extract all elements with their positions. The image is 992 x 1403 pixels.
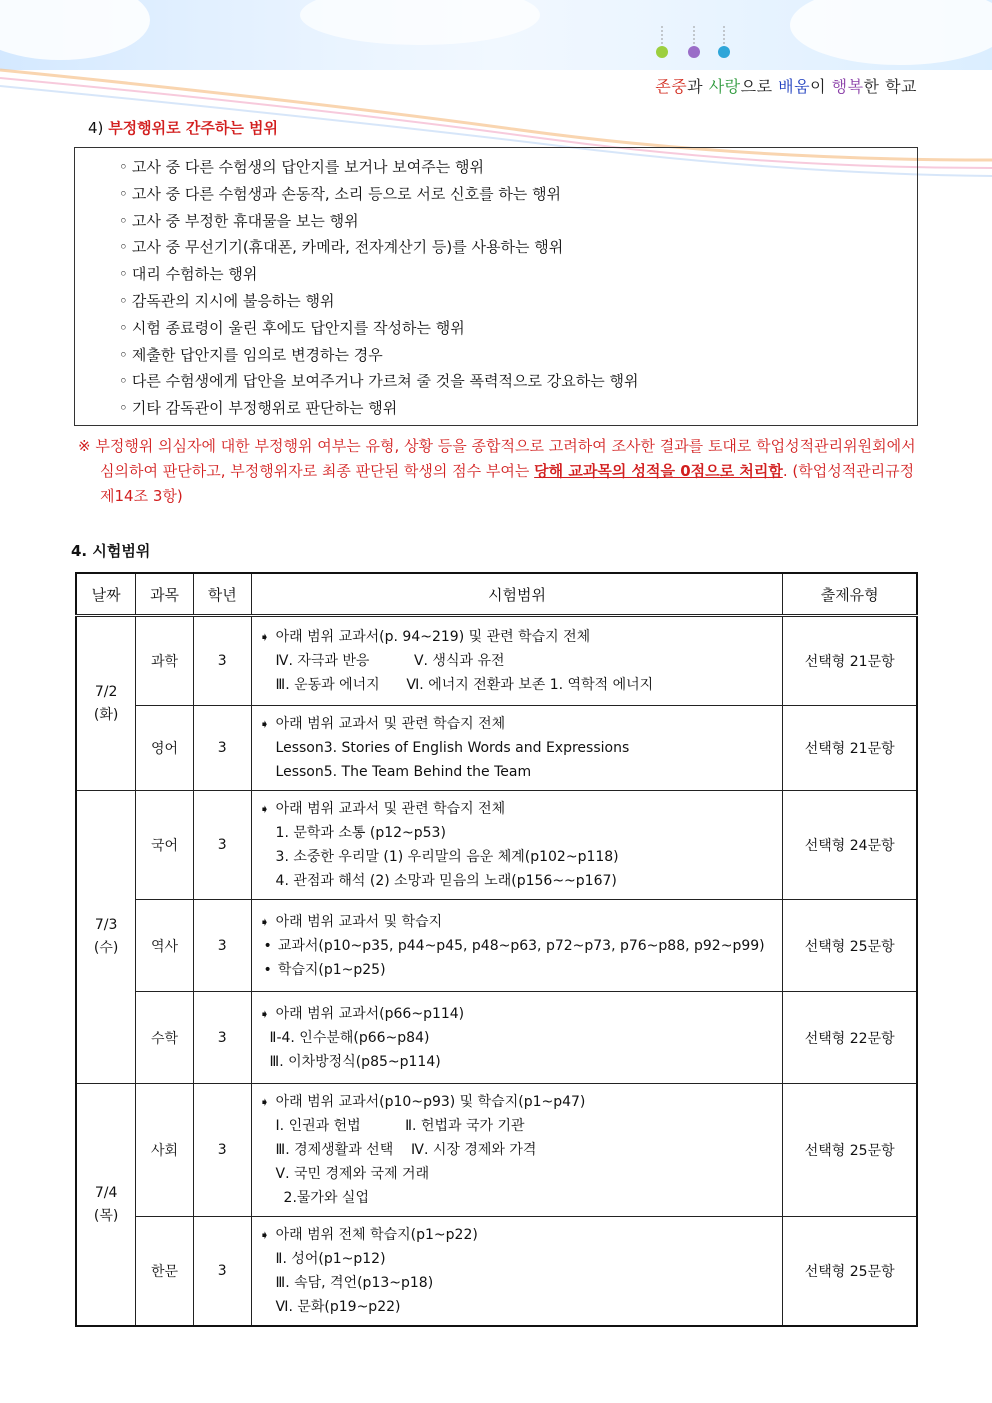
table-row xyxy=(76,900,917,992)
range-line: Lesson5. The Team Behind the Team xyxy=(275,764,532,780)
range-heading: ➧ 아래 범위 교과서 및 관련 학습지 전체 xyxy=(260,712,783,736)
grade-cell: 3 xyxy=(193,616,251,706)
range-line: 2.물가와 실업 xyxy=(283,1190,369,1206)
subject-cell: 한문 xyxy=(136,1217,194,1327)
subject-cell: 수학 xyxy=(136,992,194,1084)
misconduct-list xyxy=(75,148,917,422)
misconduct-item: ◦ 다른 수험생에게 답안을 보여주거나 가르쳐 줄 것을 폭력적으로 강요하는 행위 xyxy=(119,368,917,395)
motto-segment: 존중 xyxy=(655,77,688,96)
misconduct-item: ◦ 고사 중 부정한 휴대물을 보는 행위 xyxy=(119,208,917,235)
range-line: Ⅲ. 속담, 격언(p13~p18) xyxy=(275,1275,434,1291)
range-line: Ⅴ. 국민 경제와 국제 거래 xyxy=(275,1166,430,1182)
range-line: Ⅲ. 경제생활과 선택 Ⅳ. 시장 경제와 가격 xyxy=(275,1142,537,1158)
column-header: 학년 xyxy=(193,573,251,616)
section-number: 4) xyxy=(88,119,104,137)
note-reference: . (학업성적관리규정 제14조 3항) xyxy=(100,462,915,505)
motto-segment: 한 학교 xyxy=(863,77,917,96)
table-row xyxy=(76,791,917,900)
school-motto xyxy=(655,74,917,97)
range-bullet: • 학습지(p1~p25) xyxy=(260,958,783,982)
section-title-text: 부정행위로 간주하는 범위 xyxy=(108,119,279,137)
range-line: Ⅵ. 문화(p19~p22) xyxy=(275,1299,401,1315)
column-header: 시험범위 xyxy=(251,573,783,616)
motto-segment: 으로 xyxy=(740,77,779,96)
range-cell xyxy=(251,706,783,791)
question-type-cell: 선택형 25문항 xyxy=(783,900,917,992)
date-text: 7/2 xyxy=(94,683,118,700)
weekday-text: (화) xyxy=(93,706,119,723)
dots-decoration xyxy=(650,26,740,66)
misconduct-item: ◦ 고사 중 다른 수험생의 답안지를 보거나 보여주는 행위 xyxy=(119,154,917,181)
question-type-cell: 선택형 24문항 xyxy=(783,791,917,900)
table-header-row xyxy=(76,573,917,616)
question-type-cell: 선택형 21문항 xyxy=(783,616,917,706)
note-text: ※ 부정행위 의심자에 대한 부정행위 여부는 유형, 상황 등을 종합적으로 고려하여 조사한 결과를 토대로 학업성적관리위원회에서 심의하여 판단하고, 부정행위자로 최종 판단된 학생의 점수 부여는 xyxy=(78,437,916,480)
misconduct-item: ◦ 시험 종료령이 울린 후에도 답안지를 작성하는 행위 xyxy=(119,315,917,342)
note-emphasis: 당해 교과목의 성적을 0점으로 처리함 xyxy=(534,462,783,480)
range-cell xyxy=(251,900,783,992)
question-type-cell: 선택형 25문항 xyxy=(783,1217,917,1327)
weekday-text: (수) xyxy=(93,940,119,956)
exam-range-table xyxy=(75,572,918,1327)
table-row xyxy=(76,616,917,706)
subject-cell: 영어 xyxy=(136,706,194,791)
grade-cell: 3 xyxy=(193,992,251,1084)
motto-segment: 배움 xyxy=(778,77,811,96)
column-header: 출제유형 xyxy=(783,573,917,616)
misconduct-item: ◦ 제출한 답안지를 임의로 변경하는 경우 xyxy=(119,342,917,369)
range-heading: ➧ 아래 범위 교과서 및 학습지 xyxy=(260,910,783,934)
subject-cell: 역사 xyxy=(136,900,194,992)
range-line: Ⅱ. 성어(p1~p12) xyxy=(275,1251,386,1267)
misconduct-item: ◦ 기타 감독관이 부정행위로 판단하는 행위 xyxy=(119,395,917,422)
misconduct-item: ◦ 감독관의 지시에 불응하는 행위 xyxy=(119,288,917,315)
range-heading: ➧ 아래 범위 교과서(p66~p114) xyxy=(260,1002,783,1026)
motto-segment: 과 xyxy=(687,77,709,96)
range-line: Ⅱ-4. 인수분해(p66~p84) xyxy=(269,1029,430,1046)
question-type-cell: 선택형 22문항 xyxy=(783,992,917,1084)
grade-cell: 3 xyxy=(193,1217,251,1327)
date-cell xyxy=(76,1084,136,1327)
range-bullet: • 교과서(p10~p35, p44~p45, p48~p63, p72~p73, p76~p88, p92~p99) xyxy=(260,934,783,958)
range-heading: ➧ 아래 범위 교과서(p. 94~219) 및 관련 학습지 전체 xyxy=(260,625,783,649)
date-cell xyxy=(76,791,136,1084)
range-heading: ➧ 아래 범위 교과서 및 관련 학습지 전체 xyxy=(260,797,783,821)
table-row xyxy=(76,706,917,791)
range-cell xyxy=(251,992,783,1084)
misconduct-item: ◦ 고사 중 다른 수험생과 손동작, 소리 등으로 서로 신호를 하는 행위 xyxy=(119,181,917,208)
range-line: 1. 문학과 소통 (p12~p53) xyxy=(275,825,446,841)
column-header: 과목 xyxy=(136,573,194,616)
misconduct-item: ◦ 고사 중 무선기기(휴대폰, 카메라, 전자계산기 등)를 사용하는 행위 xyxy=(119,234,917,261)
misconduct-list-box xyxy=(74,147,918,426)
grade-cell: 3 xyxy=(193,706,251,791)
exam-section-title: 4. 시험범위 xyxy=(71,542,151,560)
range-line: 4. 관점과 해석 (2) 소망과 믿음의 노래(p156~~p167) xyxy=(275,873,617,889)
subject-cell: 과학 xyxy=(136,616,194,706)
motto-segment: 행복 xyxy=(831,77,864,96)
question-type-cell: 선택형 25문항 xyxy=(783,1084,917,1217)
range-heading: ➧ 아래 범위 전체 학습지(p1~p22) xyxy=(260,1223,783,1247)
motto-segment: 사랑 xyxy=(708,77,741,96)
subject-cell: 국어 xyxy=(136,791,194,900)
range-line: Ⅲ. 운동과 에너지 Ⅵ. 에너지 전환과 보존 1. 역학적 에너지 xyxy=(275,677,654,693)
subject-cell: 사회 xyxy=(136,1084,194,1217)
table-row xyxy=(76,992,917,1084)
date-cell xyxy=(76,616,136,791)
date-text: 7/4 xyxy=(94,1184,118,1201)
table-body xyxy=(76,616,917,1327)
table-row xyxy=(76,1217,917,1327)
range-line: Ⅲ. 이차방정식(p85~p114) xyxy=(269,1053,441,1070)
range-heading: ➧ 아래 범위 교과서(p10~p93) 및 학습지(p1~p47) xyxy=(260,1090,783,1114)
grade-cell: 3 xyxy=(193,791,251,900)
misconduct-section-title xyxy=(88,117,278,138)
question-type-cell: 선택형 21문항 xyxy=(783,706,917,791)
column-header: 날짜 xyxy=(76,573,136,616)
range-cell xyxy=(251,616,783,706)
misconduct-item: ◦ 대리 수험하는 행위 xyxy=(119,261,917,288)
misconduct-note xyxy=(78,434,920,509)
range-cell xyxy=(251,1084,783,1217)
grade-cell: 3 xyxy=(193,1084,251,1217)
range-line: 3. 소중한 우리말 (1) 우리말의 음운 체계(p102~p118) xyxy=(275,849,619,865)
weekday-text: (목) xyxy=(93,1207,119,1224)
date-text: 7/3 xyxy=(94,917,118,933)
table-row xyxy=(76,1084,917,1217)
range-line: Ⅳ. 자극과 반응 Ⅴ. 생식과 유전 xyxy=(275,653,505,669)
range-line: Lesson3. Stories of English Words and Expressions xyxy=(275,740,630,756)
range-cell xyxy=(251,1217,783,1327)
range-line: Ⅰ. 인권과 헌법 Ⅱ. 헌법과 국가 기관 xyxy=(275,1118,525,1134)
grade-cell: 3 xyxy=(193,900,251,992)
motto-segment: 이 xyxy=(810,77,832,96)
range-cell xyxy=(251,791,783,900)
